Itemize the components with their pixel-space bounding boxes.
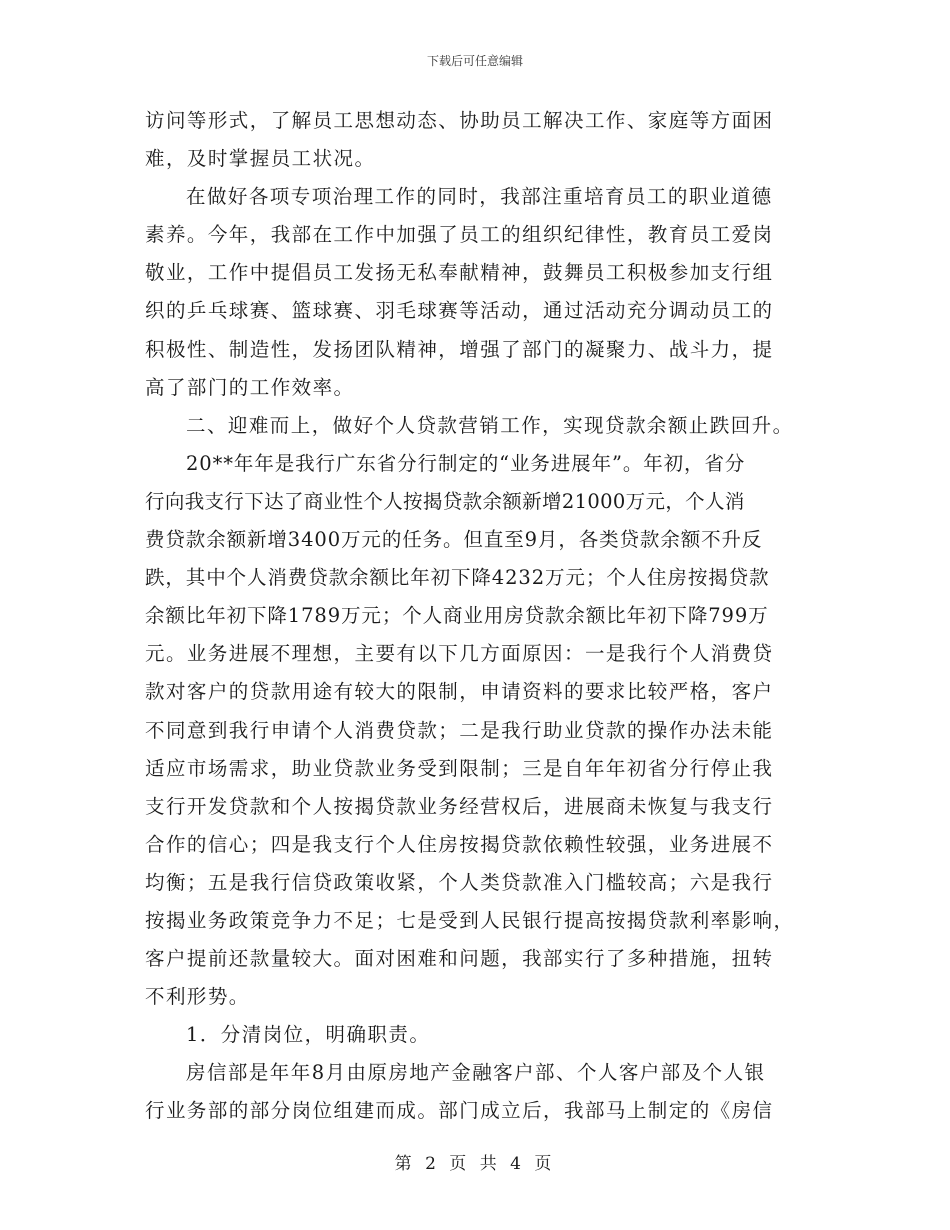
body-line: 高了部门的工作效率。 xyxy=(145,375,355,399)
body-line: 适应市场需求，助业贷款业务受到限制；三是自年年初省分行停止我 xyxy=(145,756,774,780)
body-line: 支行开发贷款和个人按揭贷款业务经营权后，进展商未恢复与我支行 xyxy=(145,794,774,818)
body-line: 跌，其中个人消费贷款余额比年初下降4232万元；个人住房按揭贷款 xyxy=(145,566,770,590)
body-line: 敬业，工作中提倡员工发扬无私奉献精神，鼓舞员工积极参加支行组 xyxy=(145,261,774,285)
body-line: 不利形势。 xyxy=(145,985,250,1009)
page-header-note: 下载后可任意编辑 xyxy=(426,54,523,68)
body-line: 织的乒乓球赛、篮球赛、羽毛球赛等活动，通过活动充分调动员工的 xyxy=(145,299,774,323)
body-line: 余额比年初下降1789万元；个人商业用房贷款余额比年初下降799万 xyxy=(145,604,769,628)
body-line: 费贷款余额新增3400万元的任务。但直至9月，各类贷款余额不升反 xyxy=(145,528,763,552)
body-line: 20**年年是我行广东省分行制定的“业务进展年”。年初，省分 xyxy=(186,451,746,475)
body-line: 在做好各项专项治理工作的同时，我部注重培育员工的职业道德 xyxy=(186,185,773,209)
section-heading: 二、迎难而上，做好个人贷款营销工作，实现贷款余额止跌回升。 xyxy=(186,413,794,437)
body-line: 元。业务进展不理想，主要有以下几方面原因：一是我行个人消费贷 xyxy=(145,642,774,666)
body-line: 合作的信心；四是我支行个人住房按揭贷款依赖性较强，业务进展不 xyxy=(145,832,774,856)
body-line: 房信部是年年8月由原房地产金融客户部、个人客户部及个人银 xyxy=(186,1061,766,1085)
subsection-heading: 1．分清岗位，明确职责。 xyxy=(186,1023,431,1047)
body-line: 行业务部的部分岗位组建而成。部门成立后，我部马上制定的《房信 xyxy=(145,1099,774,1123)
body-line: 积极性、制造性，发扬团队精神，增强了部门的凝聚力、战斗力，提 xyxy=(145,337,774,361)
body-line: 访问等形式，了解员工思想动态、协助员工解决工作、家庭等方面困 xyxy=(145,109,774,132)
body-line: 均衡；五是我行信贷政策收紧，个人类贷款准入门槛较高；六是我行 xyxy=(145,870,774,894)
page-number: 第 2 页 共 4 页 xyxy=(394,1154,556,1174)
body-line: 难，及时掌握员工状况。 xyxy=(145,147,376,171)
body-line: 行向我支行下达了商业性个人按揭贷款余额新增21000万元，个人消 xyxy=(145,489,745,513)
body-line: 客户提前还款量较大。面对困难和问题，我部实行了多种措施，扭转 xyxy=(145,947,774,971)
document-body xyxy=(145,102,805,1131)
body-line: 素养。今年，我部在工作中加强了员工的组织纪律性，教育员工爱岗 xyxy=(145,223,774,247)
body-line: 不同意到我行申请个人消费贷款；二是我行助业贷款的操作办法未能 xyxy=(145,718,774,742)
body-line: 款对客户的贷款用途有较大的限制，申请资料的要求比较严格，客户 xyxy=(145,680,774,704)
body-line: 按揭业务政策竞争力不足；七是受到人民银行提高按揭贷款利率影响， xyxy=(145,908,795,932)
